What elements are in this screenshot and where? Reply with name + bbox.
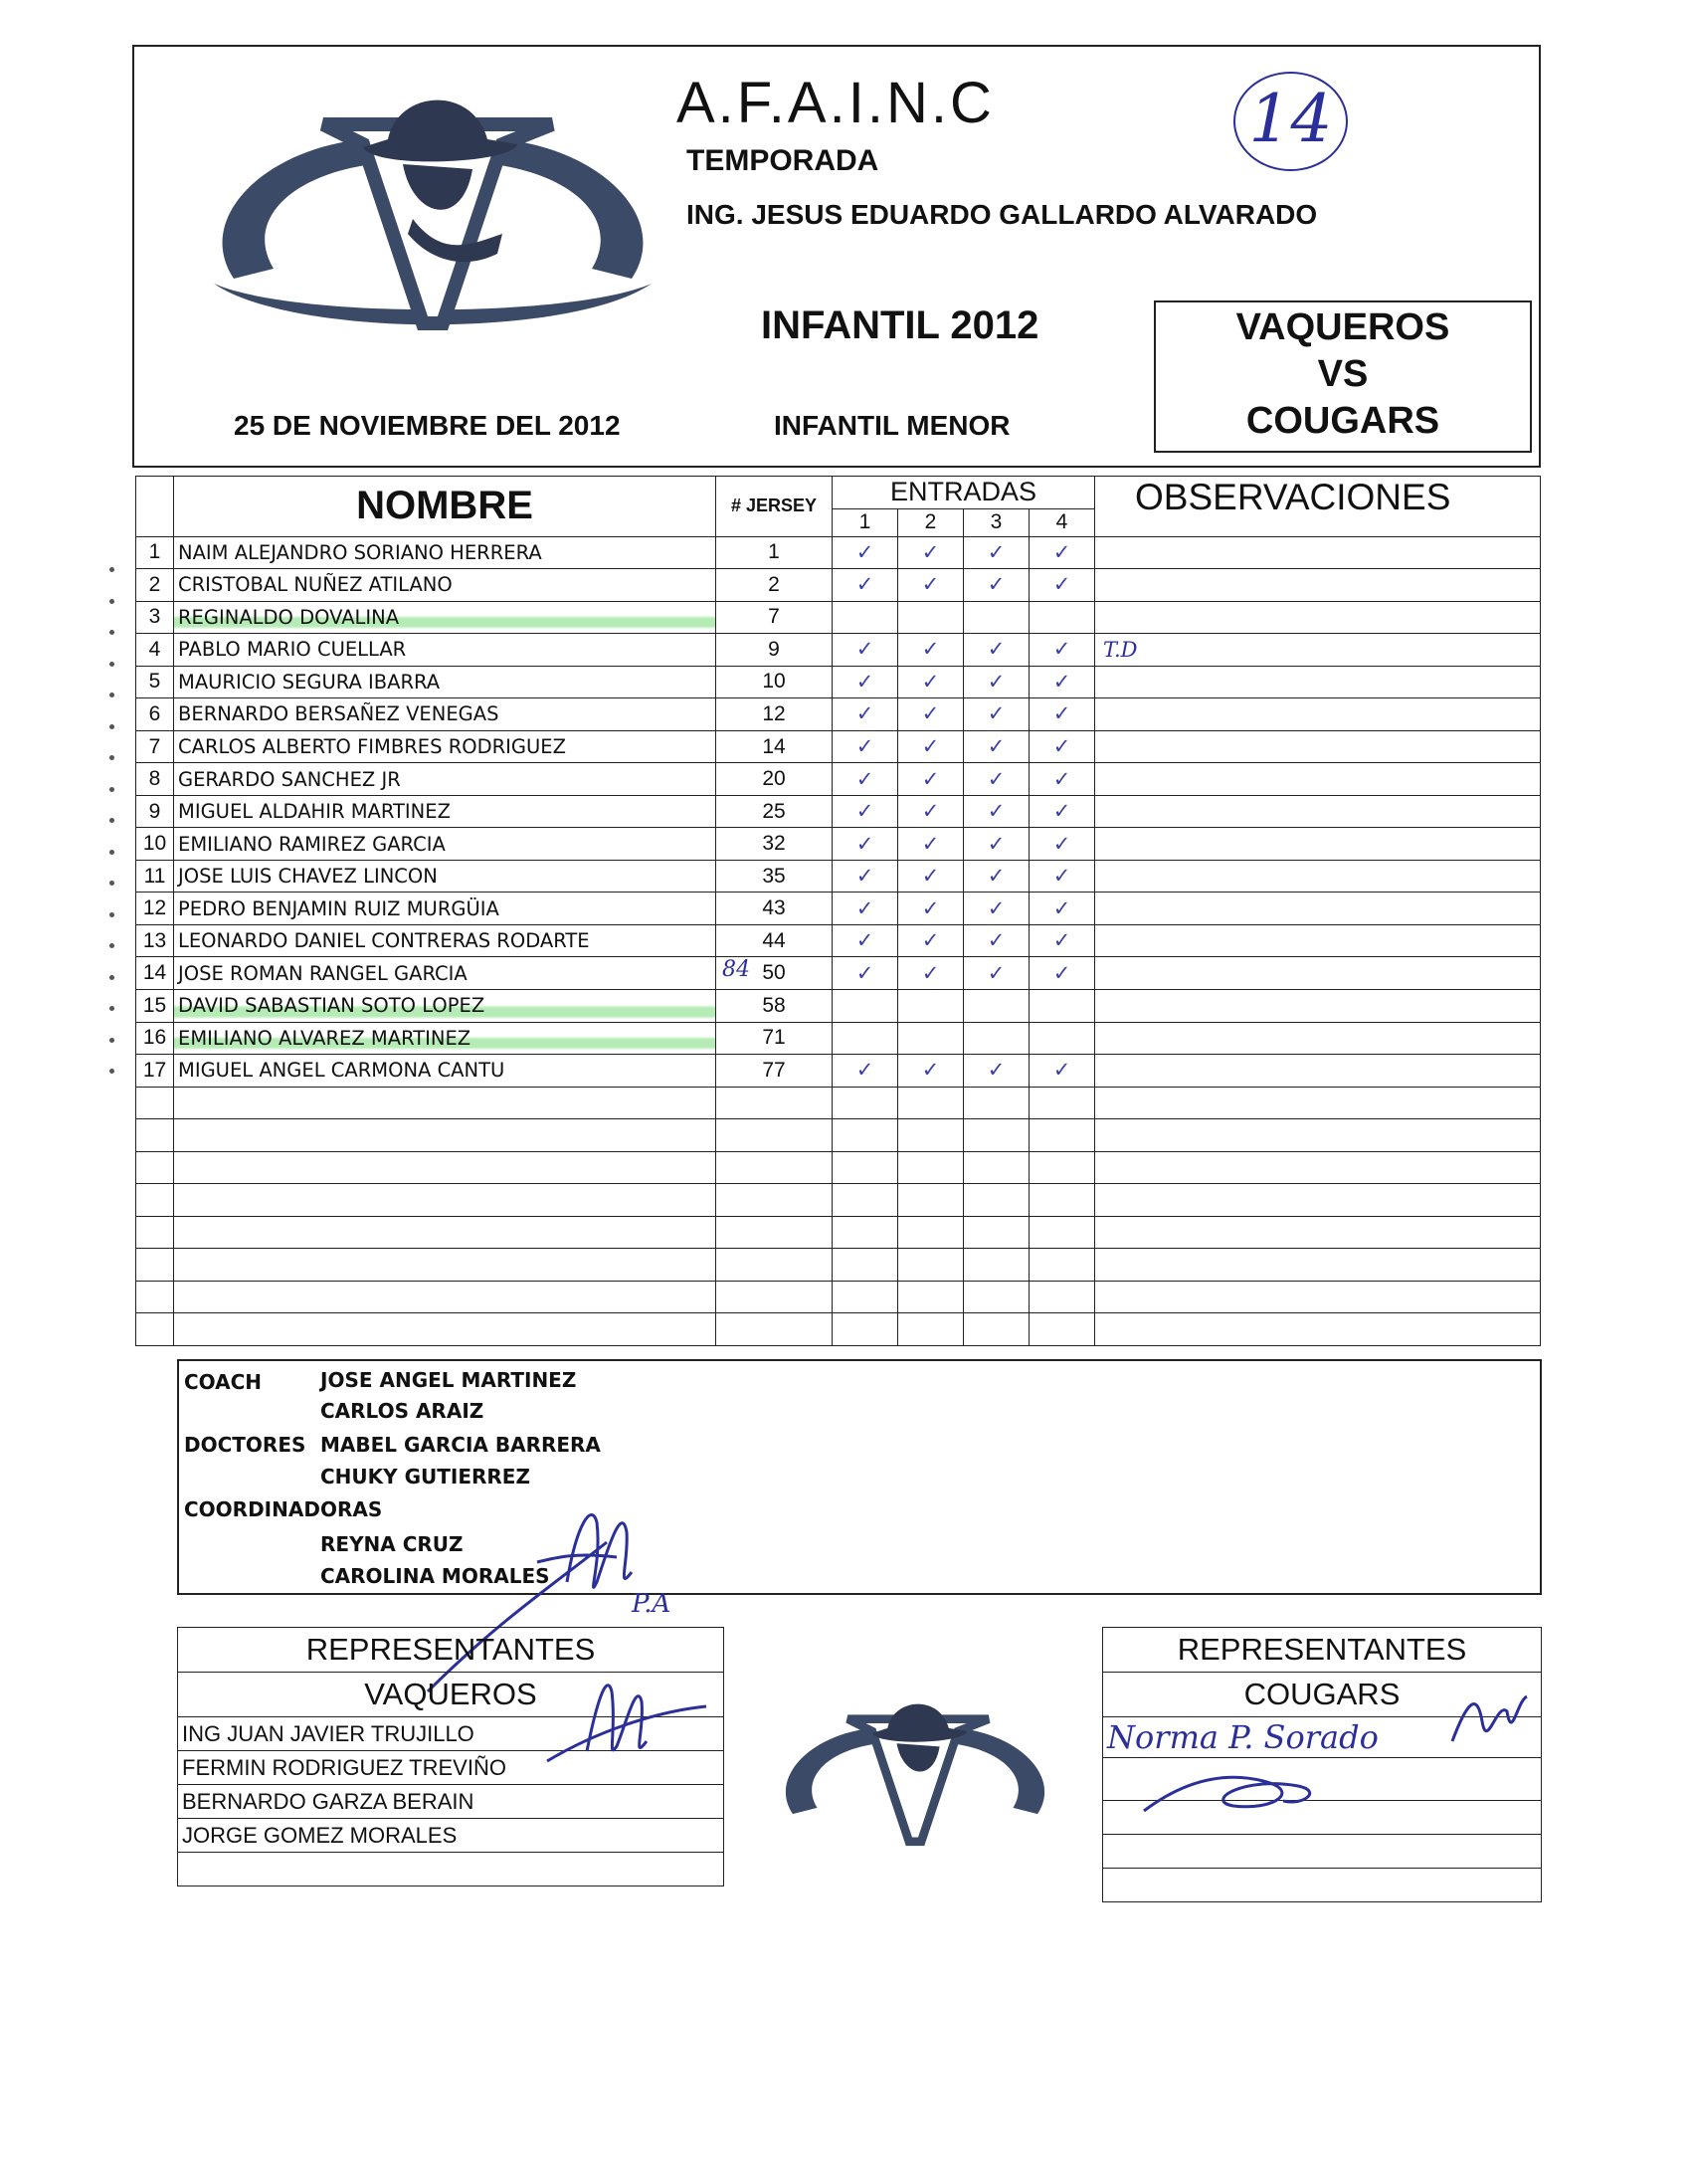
entry-check-3: ✓ (964, 924, 1030, 957)
jersey-number (716, 990, 833, 1023)
jersey-number (716, 893, 833, 925)
row-number: 13 (136, 924, 174, 957)
player-note: T.D (1095, 634, 1541, 667)
roster-row (136, 569, 1541, 602)
empty-row (136, 1216, 1541, 1249)
doctor-1: MABEL GARCIA BARRERA (320, 1433, 601, 1457)
player-note (1095, 990, 1541, 1023)
jersey-number (716, 795, 833, 828)
jersey-value: 32 (762, 832, 786, 856)
coordinators-label: COORDINADORAS (184, 1497, 383, 1521)
empty-row (136, 1151, 1541, 1184)
coach-label: COACH (184, 1370, 263, 1394)
entry-check-2: ✓ (898, 698, 964, 731)
coordinator-1: REYNA CRUZ (320, 1532, 464, 1556)
roster-row (136, 698, 1541, 731)
roster-row (136, 536, 1541, 569)
jersey-number (716, 536, 833, 569)
roster-row (136, 893, 1541, 925)
row-number: 3 (136, 601, 174, 634)
coach-2: CARLOS ARAIZ (320, 1399, 484, 1423)
margin-dot (109, 912, 114, 917)
player-name: JOSE ROMAN RANGEL GARCIA (174, 957, 716, 990)
player-name: MIGUEL ANGEL CARMONA CANTU (174, 1055, 716, 1088)
jersey-number (716, 601, 833, 634)
entry-check-1: ✓ (833, 795, 898, 828)
home-reps-title: REPRESENTANTES (178, 1628, 724, 1673)
away-rep-signatures (1124, 1682, 1542, 1831)
entry-check-4: ✓ (1030, 698, 1095, 731)
president-name: ING. JESUS EDUARDO GALLARDO ALVARADO (686, 199, 1318, 230)
jersey-value: 7 (768, 605, 780, 629)
home-rep-1: ING JUAN JAVIER TRUJILLO (178, 1717, 724, 1751)
entry-check-3: ✓ (964, 730, 1030, 763)
entry-check-2: ✓ (898, 536, 964, 569)
entry-check-1: ✓ (833, 860, 898, 893)
entry-check-2: ✓ (898, 795, 964, 828)
home-rep-signature (537, 1652, 716, 1791)
roster-row (136, 1022, 1541, 1055)
entry-check-3 (964, 990, 1030, 1023)
jersey-number (716, 924, 833, 957)
player-name: BERNARDO BERSAÑEZ VENEGAS (174, 698, 716, 731)
entry-check-4: ✓ (1030, 795, 1095, 828)
margin-dot (109, 850, 114, 855)
jersey-number (716, 666, 833, 698)
jersey-number (716, 569, 833, 602)
entry-check-4 (1030, 990, 1095, 1023)
jersey-value: 2 (768, 572, 780, 596)
entry-check-3 (964, 601, 1030, 634)
row-number: 5 (136, 666, 174, 698)
entry-check-4: ✓ (1030, 536, 1095, 569)
entry-check-2: ✓ (898, 1055, 964, 1088)
header-notes: OBSERVACIONES (1095, 477, 1541, 537)
margin-dot (109, 693, 114, 697)
margin-dot (109, 567, 114, 572)
margin-dot (109, 1069, 114, 1074)
team-logo (174, 70, 691, 348)
entry-check-1 (833, 1022, 898, 1055)
player-note (1095, 763, 1541, 796)
home-rep-3: BERNARDO GARZA BERAIN (178, 1785, 724, 1819)
jersey-value: 20 (762, 767, 786, 791)
header-num-cell (136, 477, 174, 537)
jersey-number (716, 860, 833, 893)
player-name: LEONARDO DANIEL CONTRERAS RODARTE (174, 924, 716, 957)
row-number: 17 (136, 1055, 174, 1088)
empty-row (136, 1184, 1541, 1217)
entry-check-2: ✓ (898, 860, 964, 893)
empty-row (136, 1313, 1541, 1346)
row-number: 1 (136, 536, 174, 569)
entry-check-1: ✓ (833, 698, 898, 731)
row-number: 14 (136, 957, 174, 990)
margin-dot (109, 818, 114, 823)
player-note (1095, 893, 1541, 925)
player-name: DAVID SABASTIAN SOTO LOPEZ (174, 990, 716, 1023)
entry-check-4: ✓ (1030, 569, 1095, 602)
jersey-value: 1 (768, 540, 780, 564)
entry-check-2 (898, 1022, 964, 1055)
margin-dot (109, 630, 114, 635)
jersey-value: 71 (762, 1026, 786, 1050)
player-note (1095, 1055, 1541, 1088)
header-entries: ENTRADAS (833, 477, 1095, 509)
jersey-value: 58 (762, 993, 786, 1017)
jersey-number (716, 698, 833, 731)
row-number: 8 (136, 763, 174, 796)
entry-check-2 (898, 601, 964, 634)
entry-check-2: ✓ (898, 634, 964, 667)
away-team: COUGARS (1245, 400, 1440, 442)
player-note (1095, 569, 1541, 602)
subcategory-title: INFANTIL MENOR (774, 410, 1011, 441)
entry-check-1: ✓ (833, 569, 898, 602)
player-note (1095, 698, 1541, 731)
margin-dot (109, 1006, 114, 1011)
roster-row (136, 860, 1541, 893)
player-name: EMILIANO ALVAREZ MARTINEZ (174, 1022, 716, 1055)
entry-check-3: ✓ (964, 828, 1030, 861)
margin-dot (109, 881, 114, 886)
entry-check-2: ✓ (898, 828, 964, 861)
player-note (1095, 795, 1541, 828)
entry-check-2: ✓ (898, 924, 964, 957)
player-note (1095, 1022, 1541, 1055)
entry-check-1: ✓ (833, 893, 898, 925)
player-name: PEDRO BENJAMIN RUIZ MURGÜIA (174, 893, 716, 925)
entry-check-3: ✓ (964, 569, 1030, 602)
entry-check-1: ✓ (833, 730, 898, 763)
roster-row (136, 1055, 1541, 1088)
jersey-correction: 84 (722, 957, 750, 983)
jersey-number (716, 634, 833, 667)
signature-note: P.A (632, 1589, 671, 1619)
entry-check-4: ✓ (1030, 957, 1095, 990)
handwritten-number: 14 (1233, 72, 1348, 171)
doctors-label: DOCTORES (184, 1433, 306, 1457)
player-note (1095, 536, 1541, 569)
margin-dot (109, 724, 114, 729)
row-number: 10 (136, 828, 174, 861)
season-label: TEMPORADA (686, 144, 879, 177)
player-name: GERARDO SANCHEZ JR (174, 763, 716, 796)
margin-dot (109, 975, 114, 980)
header-entry-3: 3 (964, 508, 1030, 536)
jersey-value: 10 (762, 670, 786, 694)
entry-check-4: ✓ (1030, 924, 1095, 957)
player-name: REGINALDO DOVALINA (174, 601, 716, 634)
entry-check-3: ✓ (964, 1055, 1030, 1088)
entry-check-2: ✓ (898, 569, 964, 602)
player-name: PABLO MARIO CUELLAR (174, 634, 716, 667)
coordinator-2: CAROLINA MORALES (320, 1564, 550, 1588)
row-number: 6 (136, 698, 174, 731)
player-name: NAIM ALEJANDRO SORIANO HERRERA (174, 536, 716, 569)
roster-row (136, 634, 1541, 667)
entry-check-4: ✓ (1030, 666, 1095, 698)
margin-dot (109, 662, 114, 667)
roster-row (136, 601, 1541, 634)
entry-check-1: ✓ (833, 957, 898, 990)
jersey-value: 44 (762, 928, 786, 952)
margin-dot (109, 1038, 114, 1043)
away-rep-5 (1103, 1869, 1542, 1902)
player-name: CRISTOBAL NUÑEZ ATILANO (174, 569, 716, 602)
margin-dot (109, 599, 114, 604)
entry-check-4: ✓ (1030, 828, 1095, 861)
category-title: INFANTIL 2012 (761, 303, 1039, 347)
jersey-number (716, 1022, 833, 1055)
entry-check-2: ✓ (898, 730, 964, 763)
jersey-value: 14 (762, 734, 786, 758)
entry-check-3: ✓ (964, 957, 1030, 990)
empty-row (136, 1119, 1541, 1152)
empty-row (136, 1281, 1541, 1313)
roster-row (136, 828, 1541, 861)
entry-check-2: ✓ (898, 957, 964, 990)
entry-check-1: ✓ (833, 763, 898, 796)
entry-check-1: ✓ (833, 536, 898, 569)
entry-check-4 (1030, 1022, 1095, 1055)
row-number: 15 (136, 990, 174, 1023)
roster-table (135, 476, 1541, 1346)
player-name: MAURICIO SEGURA IBARRA (174, 666, 716, 698)
home-reps-team: VAQUEROS (178, 1673, 724, 1717)
entry-check-1: ✓ (833, 666, 898, 698)
vs-label: VS (1317, 353, 1369, 395)
header-entry-2: 2 (898, 508, 964, 536)
player-note (1095, 601, 1541, 634)
org-title: A.F.A.I.N.C (676, 71, 995, 135)
away-rep-1: Norma P. Sorado (1103, 1717, 1542, 1758)
player-name: JOSE LUIS CHAVEZ LINCON (174, 860, 716, 893)
entry-check-2 (898, 990, 964, 1023)
home-rep-2: FERMIN RODRIGUEZ TREVIÑO (178, 1751, 724, 1785)
away-reps-team: COUGARS (1103, 1673, 1542, 1717)
empty-row (136, 1087, 1541, 1119)
header-entry-4: 4 (1030, 508, 1095, 536)
jersey-value: 43 (762, 896, 786, 920)
jersey-number (716, 957, 833, 990)
roster-header-row (136, 477, 1541, 509)
entry-check-1 (833, 601, 898, 634)
roster-row (136, 957, 1541, 990)
margin-dot (109, 755, 114, 760)
jersey-number (716, 763, 833, 796)
header-name: NOMBRE (174, 477, 716, 537)
away-reps-title: REPRESENTANTES (1103, 1628, 1542, 1673)
roster-row (136, 795, 1541, 828)
entry-check-4: ✓ (1030, 1055, 1095, 1088)
entry-check-1: ✓ (833, 634, 898, 667)
entry-check-1: ✓ (833, 924, 898, 957)
team-logo-small (756, 1682, 1074, 1861)
jersey-value: 12 (762, 701, 786, 725)
jersey-value: 50 (762, 961, 786, 985)
entry-check-3: ✓ (964, 536, 1030, 569)
row-number: 9 (136, 795, 174, 828)
row-number: 12 (136, 893, 174, 925)
entry-check-4: ✓ (1030, 893, 1095, 925)
entry-check-3: ✓ (964, 795, 1030, 828)
player-note (1095, 924, 1541, 957)
player-name: CARLOS ALBERTO FIMBRES RODRIGUEZ (174, 730, 716, 763)
roster-row (136, 763, 1541, 796)
away-rep-4 (1103, 1835, 1542, 1869)
home-rep-5 (178, 1853, 724, 1886)
entry-check-1: ✓ (833, 1055, 898, 1088)
entry-check-4: ✓ (1030, 860, 1095, 893)
player-note (1095, 957, 1541, 990)
header-entry-1: 1 (833, 508, 898, 536)
entry-check-1: ✓ (833, 828, 898, 861)
row-number: 7 (136, 730, 174, 763)
entry-check-4: ✓ (1030, 634, 1095, 667)
home-team: VAQUEROS (1235, 306, 1450, 348)
row-number: 2 (136, 569, 174, 602)
jersey-number (716, 828, 833, 861)
margin-dot (109, 943, 114, 948)
player-note (1095, 860, 1541, 893)
entry-check-2: ✓ (898, 666, 964, 698)
player-name: MIGUEL ALDAHIR MARTINEZ (174, 795, 716, 828)
home-rep-4: JORGE GOMEZ MORALES (178, 1819, 724, 1853)
entry-check-3: ✓ (964, 893, 1030, 925)
entry-check-2: ✓ (898, 763, 964, 796)
jersey-value: 25 (762, 799, 786, 823)
entry-check-3: ✓ (964, 634, 1030, 667)
coach-1: JOSE ANGEL MARTINEZ (320, 1368, 577, 1392)
entry-check-1 (833, 990, 898, 1023)
player-note (1095, 730, 1541, 763)
player-note (1095, 666, 1541, 698)
roster-row (136, 730, 1541, 763)
entry-check-3: ✓ (964, 860, 1030, 893)
jersey-value: 77 (762, 1058, 786, 1082)
entry-check-3: ✓ (964, 763, 1030, 796)
roster-row (136, 990, 1541, 1023)
game-date: 25 DE NOVIEMBRE DEL 2012 (234, 410, 621, 441)
entry-check-4: ✓ (1030, 730, 1095, 763)
entry-check-3 (964, 1022, 1030, 1055)
entry-check-3: ✓ (964, 666, 1030, 698)
jersey-value: 9 (768, 637, 780, 661)
margin-dot (109, 787, 114, 792)
empty-row (136, 1249, 1541, 1282)
jersey-number (716, 730, 833, 763)
doctor-2: CHUKY GUTIERREZ (320, 1465, 530, 1489)
roster-row (136, 924, 1541, 957)
entry-check-3: ✓ (964, 698, 1030, 731)
header-jersey: # JERSEY (716, 477, 833, 537)
jersey-number (716, 1055, 833, 1088)
entry-check-2: ✓ (898, 893, 964, 925)
roster-row (136, 666, 1541, 698)
player-note (1095, 828, 1541, 861)
jersey-value: 35 (762, 864, 786, 888)
row-number: 4 (136, 634, 174, 667)
entry-check-4: ✓ (1030, 763, 1095, 796)
entry-check-4 (1030, 601, 1095, 634)
row-number: 11 (136, 860, 174, 893)
player-name: EMILIANO RAMIREZ GARCIA (174, 828, 716, 861)
row-number: 16 (136, 1022, 174, 1055)
